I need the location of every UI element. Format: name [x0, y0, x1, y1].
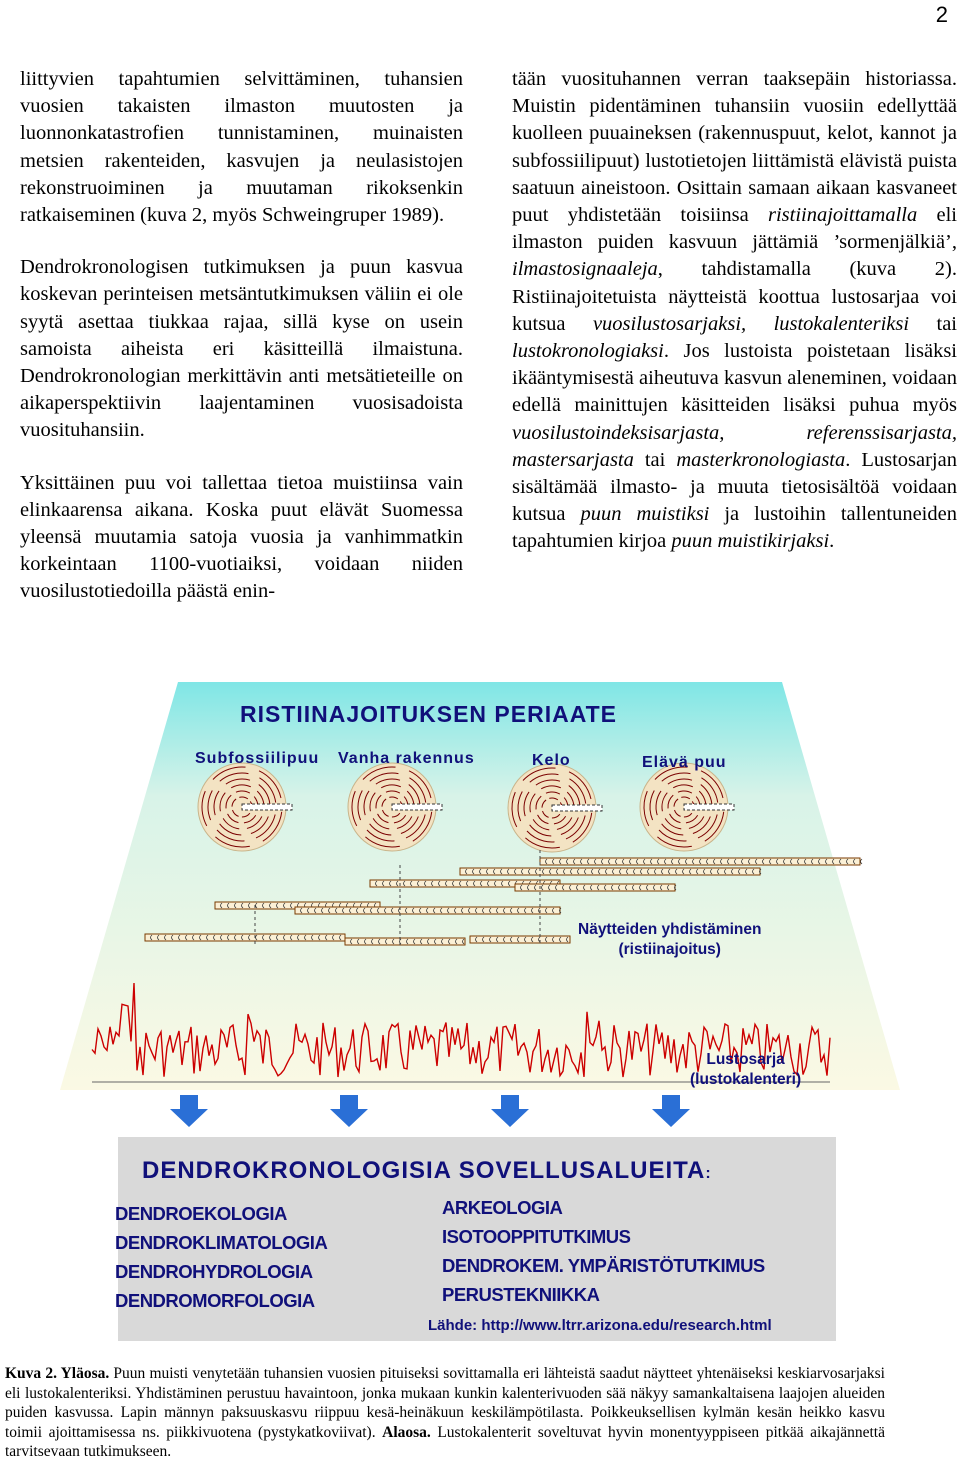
paragraph: liittyvien tapahtumien selvittäminen, tuhansien vuosien takaisten ilmaston muutosten ja luonnonkatastrofien tunnistaminen, muinaisten metsien rakenteiden, kasvujen ja neulasistojen rekonstruoiminen ja muutaman rikoksenkin ratkaiseminen (kuva 2, myös Schweingruper 1989). — [20, 68, 463, 227]
application-item: DENDROKEM. YMPÄRISTÖTUTKIMUS — [442, 1255, 765, 1276]
applications-left-list — [115, 1199, 327, 1315]
paragraph: Yksittäinen puu voi tallettaa tietoa muistiinsa vain elinkaarensa aikana. Koska puut elävät Suomessa yleensä muutamia satoja vuosia ja vanhimmatkin korkeintaan 1100-vuotiaiksi, voidaan niiden vuosilustotiedoilla päästä enin- — [20, 471, 463, 603]
sample-bar — [470, 936, 570, 943]
core-sample — [392, 804, 442, 810]
sample-bar-body — [470, 936, 570, 943]
application-item: DENDROKLIMATOLOGIA — [115, 1232, 328, 1253]
application-item: PERUSTEKNIIKKA — [442, 1284, 600, 1305]
application-item: DENDROEKOLOGIA — [115, 1203, 287, 1224]
sample-bar-body — [460, 868, 760, 875]
figure-title: RISTIINAJOITUKSEN PERIAATE — [240, 701, 617, 727]
sample-bar-body — [540, 858, 860, 865]
core-sample — [684, 804, 734, 810]
crossdating-figure — [0, 670, 960, 1360]
sample-bar — [295, 907, 561, 914]
sample-bar-body — [145, 934, 345, 941]
term-climate-signals: ilmastosignaaleja — [512, 258, 658, 281]
sample-bar-body — [345, 938, 465, 945]
sample-bar — [460, 868, 761, 875]
term-chronology: lustokronologiaksi — [512, 340, 664, 363]
term-tree-diary: puun muistikirjaksi — [671, 530, 830, 553]
term-index-series: vuosilustoindeksisarjasta, referenssisarjasta, mastersarjasta — [512, 421, 957, 471]
applications-right-list — [442, 1193, 765, 1309]
applications-title: DENDROKRONOLOGISIA SOVELLUSALUEITA: — [142, 1157, 712, 1184]
down-arrows — [170, 1095, 690, 1127]
label-crossdating: Näytteiden yhdistäminen (ristiinajoitus) — [578, 921, 762, 958]
term-crossdating: ristiinajoittamalla — [768, 204, 918, 227]
application-item: ARKEOLOGIA — [442, 1197, 563, 1218]
label-chronology: Lustosarja (lustokalenteri) — [690, 1051, 802, 1088]
term-ring-series: vuosilustosarjaksi, lustokalenteriksi — [592, 312, 910, 335]
down-arrow-icon — [170, 1095, 208, 1127]
ring-mark — [861, 859, 863, 864]
paragraph: Dendrokronologisen tutkimuksen ja puun kasvua koskevan perinteisen metsäntutkimuksen väliin ei ole syytä asettaa tiukkaa rajaa, sillä kyse on usein samoista aiheista eri käsitteillä ilmaistuna. Dendrokronologian merkittävin anti metsätieteille on aikaperspektiivin laajentaminen vuosisadoista vuosituhansiin. — [20, 256, 463, 442]
sample-bar — [540, 858, 862, 865]
right-text-column — [512, 66, 957, 556]
sample-bar-body — [515, 884, 675, 891]
label-snag: Kelo — [532, 752, 571, 769]
core-sample — [242, 804, 292, 810]
sample-bar — [515, 884, 676, 891]
sample-bar — [145, 934, 345, 941]
core-sample — [552, 805, 602, 811]
term-tree-memory: puun muistiksi — [580, 503, 710, 526]
applications-box — [115, 1137, 836, 1341]
label-living-tree: Elävä puu — [642, 754, 727, 771]
left-text-column — [20, 66, 463, 606]
caption-label: Kuva 2. Yläosa. — [5, 1365, 110, 1382]
application-item: DENDROMORFOLOGIA — [115, 1290, 315, 1311]
caption-label: Alaosa. — [382, 1423, 431, 1441]
label-old-building: Vanha rakennus — [338, 750, 475, 767]
down-arrow-icon — [330, 1095, 368, 1127]
page-number: 2 — [935, 2, 948, 27]
paragraph: tään vuosituhannen verran taaksepäin historiassa. Muistin pidentäminen tuhansiin vuosiin edellyttää kuolleen puuaineksen (rakennuspuut, kelot, kannot ja subfossiilipuut) lustotietojen liittämistä elävistä puista saatuun aineistoon. Osittain samaan aikaan kasvaneet puut yhdistetään toisiinsa ristiinajoittamalla eli ilmaston puiden kasvuun jättämiä ’sormenjälkiä’, ilmastosignaaleja, tahdistamalla (kuva 2). Ristiinajoitetuista näytteistä koottua lustosarjaa voi kutsua vuosilustosarjaksi, lustokalenteriksi tai lustokronologiaksi. Jos lustoista poistetaan lisäksi ikääntymisestä aiheutuva kasvun aleneminen, voidaan edellä mainittujen käsitteiden lisäksi puhua myös vuosilustoindeksisarjasta, referenssisarjasta, mastersarjasta tai masterkronologiasta. Lustosarjan sisältämää ilmasto- ja muuta tietosisältöä voidaan kutsua puun muistiksi ja lustoihin tallentuneiden tapahtumien kirjoa puun muistikirjaksi. — [512, 68, 957, 553]
label-subfossil: Subfossiilipuu — [195, 750, 320, 767]
application-item: DENDROHYDROLOGIA — [115, 1261, 313, 1282]
down-arrow-icon — [652, 1095, 690, 1127]
down-arrow-icon — [491, 1095, 529, 1127]
term-master-chronology: masterkronologiasta — [676, 448, 846, 471]
figure-caption: Kuva 2. Yläosa. Puun muisti venytetään tuhansien vuosien pituiseksi sovittamalla eri lähteistä saadut näytteet yhtenäiseksi keskiarvosarjaksi eli lustokalenteriksi. Yhdistäminen perustuu havaintoon, jonka mukaan kunkin kalenterivuoden sää näkyy samankaltaisena laajojen alueiden puiden kasvussa. Lapin männyn paksuuskasvu riippuu kesä-heinäkuun keskilämpötilasta. Poikkeuksellisen kylmän kesän heikko kasvu toimii ajoittamisessa ns. piikkivuotena (pystykatkoviivat). Alaosa. Lustokalenterit soveltuvat hyvin monentyyppiseen pitkää aikajännettä tarvitsevaan tutkimukseen. — [5, 1365, 885, 1460]
source-reference: Lähde: http://www.ltrr.arizona.edu/research.html — [428, 1317, 772, 1334]
application-item: ISOTOOPPITUTKIMUS — [442, 1226, 631, 1247]
sample-bar — [345, 938, 465, 945]
